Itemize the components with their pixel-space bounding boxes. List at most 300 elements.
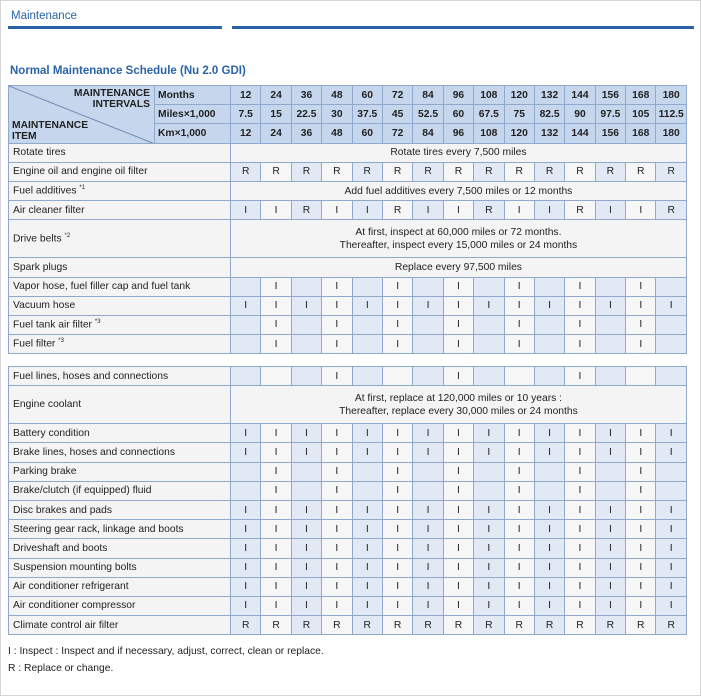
table-row [9,558,687,577]
interval-cell: I [382,520,412,539]
interval-value: 156 [595,124,625,143]
table-row [9,520,687,539]
interval-cell [291,462,321,481]
interval-cell [413,367,443,386]
table-row [9,335,687,354]
interval-cell: I [565,539,595,558]
interval-value: 144 [565,124,595,143]
interval-cell: I [322,481,352,500]
interval-cell [595,481,625,500]
item-label-header [12,120,88,142]
interval-note-line: Rotate tires every 7,500 miles [390,147,527,159]
interval-cell [656,367,686,386]
item-label [9,520,231,539]
interval-cell [231,315,261,334]
interval-note [231,181,687,200]
unit-label: Miles×1,000 [155,105,231,124]
interval-cell: I [626,558,656,577]
interval-cell: I [261,481,291,500]
interval-cell: I [322,558,352,577]
interval-cell: I [504,201,534,220]
footnote-mark: *3 [58,338,64,345]
item-label-text: Vapor hose, fuel filler cap and fuel tank [13,281,191,293]
interval-cell: I [413,443,443,462]
interval-cell: R [322,616,352,635]
interval-cell: R [626,616,656,635]
interval-cell: I [626,462,656,481]
item-label-text: Driveshaft and boots [13,542,108,554]
interval-cell: I [291,577,321,596]
table-row [9,424,687,443]
interval-cell: R [504,616,534,635]
interval-cell [474,335,504,354]
interval-cell: I [443,500,473,519]
interval-cell: R [322,162,352,181]
interval-value: 72 [382,124,412,143]
interval-note-line: Replace every 97,500 miles [394,261,522,273]
interval-cell: I [565,577,595,596]
item-label-text: Suspension mounting bolts [13,562,137,574]
interval-value: 144 [565,86,595,105]
interval-cell: R [352,162,382,181]
interval-cell: I [382,500,412,519]
interval-cell: I [382,577,412,596]
interval-cell [474,462,504,481]
interval-value: 7.5 [231,105,261,124]
interval-cell: I [626,424,656,443]
interval-value: 132 [534,86,564,105]
interval-cell: I [504,424,534,443]
interval-cell: R [656,162,686,181]
interval-cell [595,277,625,296]
interval-cell [534,277,564,296]
item-label-text: Steering gear rack, linkage and boots [13,523,184,535]
interval-cell: I [626,201,656,220]
interval-cell: R [565,201,595,220]
item-label-text: Rotate tires [13,147,66,159]
item-label-text: Fuel filter [13,338,56,350]
interval-cell: I [382,558,412,577]
item-label [9,500,231,519]
interval-cell [534,462,564,481]
item-label [9,143,231,162]
item-label [9,462,231,481]
interval-value: 45 [382,105,412,124]
interval-cell: I [261,596,291,615]
item-label-text: Engine oil and engine oil filter [13,166,148,178]
interval-cell: I [504,296,534,315]
interval-cell [413,481,443,500]
interval-cell [595,367,625,386]
interval-cell: I [352,577,382,596]
interval-cell: I [565,500,595,519]
table-row [9,277,687,296]
interval-cell: I [231,201,261,220]
interval-cell: I [291,558,321,577]
interval-value: 132 [534,124,564,143]
interval-value: 120 [504,124,534,143]
interval-cell: I [291,500,321,519]
interval-cell: I [443,315,473,334]
interval-cell: I [474,596,504,615]
interval-cell: I [231,596,261,615]
interval-cell: I [534,424,564,443]
interval-cell [352,481,382,500]
interval-cell: I [443,462,473,481]
interval-cell: I [534,296,564,315]
interval-cell: I [504,500,534,519]
interval-cell: I [595,296,625,315]
item-label [9,367,231,386]
interval-cell: I [261,443,291,462]
table-row [9,315,687,334]
interval-note [231,220,687,258]
intervals-label-line: MAINTENANCE [73,88,150,99]
interval-cell: I [504,539,534,558]
interval-cell [595,335,625,354]
interval-cell: I [413,520,443,539]
interval-cell: I [382,315,412,334]
table-row [9,162,687,181]
interval-cell: I [413,424,443,443]
item-label-text: Air conditioner refrigerant [13,581,129,593]
interval-cell: R [291,201,321,220]
table-row [9,367,687,386]
interval-cell: I [504,481,534,500]
interval-cell: I [656,296,686,315]
intervals-label [74,88,150,110]
interval-value: 22.5 [291,105,321,124]
interval-cell [231,367,261,386]
interval-cell: R [413,162,443,181]
interval-cell: I [322,201,352,220]
table-row [9,258,687,277]
interval-cell [261,367,291,386]
interval-cell: I [656,520,686,539]
interval-cell [291,315,321,334]
interval-cell: I [322,335,352,354]
interval-cell: I [382,462,412,481]
interval-cell [504,367,534,386]
item-label [9,181,231,200]
interval-cell: I [443,296,473,315]
interval-cell: I [413,201,443,220]
item-label [9,335,231,354]
interval-cell: I [595,443,625,462]
schedule-title: Normal Maintenance Schedule (Nu 2.0 GDI) [10,65,246,77]
schedule-table-part2 [8,366,687,635]
interval-cell [231,462,261,481]
interval-cell: R [474,162,504,181]
interval-cell: I [413,296,443,315]
interval-cell: I [656,424,686,443]
interval-value: 96 [443,124,473,143]
item-label [9,277,231,296]
interval-value: 60 [352,124,382,143]
interval-cell: I [261,520,291,539]
interval-cell: I [504,520,534,539]
interval-cell: I [474,539,504,558]
interval-cell: I [626,315,656,334]
interval-cell [352,315,382,334]
interval-cell: I [595,500,625,519]
interval-cell [291,335,321,354]
interval-cell: I [626,296,656,315]
interval-cell: I [322,315,352,334]
interval-cell: I [626,443,656,462]
interval-cell: I [322,520,352,539]
interval-cell [534,315,564,334]
interval-cell: I [474,558,504,577]
interval-cell: I [382,335,412,354]
interval-cell: I [413,500,443,519]
interval-cell: I [322,443,352,462]
table-row [9,539,687,558]
item-label [9,315,231,334]
item-label [9,386,231,424]
table-row [9,181,687,200]
interval-cell: R [656,616,686,635]
interval-cell: I [443,577,473,596]
interval-cell: I [534,520,564,539]
interval-value: 168 [626,86,656,105]
interval-cell: I [534,443,564,462]
item-label-text: Battery condition [13,427,90,439]
interval-cell: I [261,577,291,596]
schedule-table-part1 [8,85,687,354]
interval-cell: I [443,201,473,220]
interval-cell: I [352,596,382,615]
interval-cell: I [231,500,261,519]
interval-cell: I [595,201,625,220]
interval-cell: R [534,616,564,635]
interval-cell: R [474,201,504,220]
item-label [9,558,231,577]
interval-cell: I [322,462,352,481]
interval-cell [231,335,261,354]
item-label [9,616,231,635]
unit-label: Months [155,86,231,105]
interval-value: 156 [595,86,625,105]
interval-cell: I [626,539,656,558]
interval-cell [231,277,261,296]
interval-cell: I [382,596,412,615]
intervals-label-line: INTERVALS [92,99,150,110]
interval-cell [626,367,656,386]
interval-cell [474,315,504,334]
interval-cell [382,367,412,386]
interval-cell: I [626,481,656,500]
interval-cell: I [474,296,504,315]
interval-cell [413,335,443,354]
interval-cell: I [443,335,473,354]
interval-cell: I [565,520,595,539]
footnote-mark: *2 [64,233,71,240]
interval-value: 48 [322,124,352,143]
interval-cell [352,335,382,354]
interval-cell [656,277,686,296]
interval-cell: I [382,296,412,315]
item-label [9,481,231,500]
interval-cell: I [595,539,625,558]
item-label [9,596,231,615]
interval-cell [352,462,382,481]
interval-cell: I [231,520,261,539]
interval-cell: I [443,596,473,615]
interval-cell: I [352,539,382,558]
interval-cell: R [595,616,625,635]
interval-cell: I [534,500,564,519]
interval-cell: R [231,616,261,635]
interval-cell: I [595,520,625,539]
interval-cell: I [322,296,352,315]
interval-cell: I [352,520,382,539]
table-row [9,481,687,500]
interval-cell: I [626,500,656,519]
interval-cell: I [534,558,564,577]
interval-cell: I [261,335,291,354]
interval-cell: I [534,596,564,615]
interval-note-line: Thereafter, replace every 30,000 miles or 24 months [339,405,578,417]
item-label-text: Air cleaner filter [13,204,85,216]
item-label [9,201,231,220]
interval-cell: I [534,539,564,558]
item-label [9,424,231,443]
interval-cell: R [443,162,473,181]
item-label-header-line: MAINTENANCE [12,119,89,131]
item-label [9,162,231,181]
item-label-header-line: ITEM [12,130,37,142]
footnote-mark: *3 [94,319,101,326]
item-label-text: Climate control air filter [13,619,119,631]
table-row [9,500,687,519]
interval-cell: I [443,558,473,577]
interval-cell: R [382,162,412,181]
interval-cell: I [626,520,656,539]
interval-value: 30 [322,105,352,124]
interval-cell: I [352,424,382,443]
interval-cell: I [291,443,321,462]
interval-cell: I [382,277,412,296]
item-label [9,220,231,258]
interval-cell: I [595,424,625,443]
interval-cell: I [565,596,595,615]
interval-cell: I [595,558,625,577]
interval-cell: I [595,596,625,615]
interval-cell: I [413,539,443,558]
interval-cell: I [261,424,291,443]
interval-cell: R [261,616,291,635]
interval-cell: I [656,577,686,596]
item-label-text: Brake lines, hoses and connections [13,446,175,458]
interval-cell: I [291,520,321,539]
interval-cell: I [231,443,261,462]
legend-replace: R : Replace or change. [8,663,114,674]
interval-cell: I [261,277,291,296]
item-label [9,258,231,277]
interval-note-line: Thereafter, inspect every 15,000 miles or 24 months [339,239,578,251]
interval-cell: I [626,596,656,615]
interval-value: 180 [656,124,686,143]
interval-cell: I [504,277,534,296]
interval-cell: I [656,596,686,615]
unit-label: Km×1,000 [155,124,231,143]
interval-cell: I [352,296,382,315]
interval-value: 112.5 [656,105,686,124]
interval-value: 24 [261,124,291,143]
interval-cell: I [656,500,686,519]
table-row [9,220,687,258]
interval-cell: I [322,596,352,615]
interval-cell: R [231,162,261,181]
interval-cell: I [352,201,382,220]
interval-value: 90 [565,105,595,124]
header-corner [9,86,155,144]
interval-cell: I [231,296,261,315]
item-label-text: Air conditioner compressor [13,600,136,612]
interval-cell: I [261,315,291,334]
interval-cell: I [474,443,504,462]
item-label-text: Fuel lines, hoses and connections [13,370,169,382]
interval-cell: I [565,443,595,462]
interval-cell: I [322,577,352,596]
interval-cell: I [413,558,443,577]
interval-value: 82.5 [534,105,564,124]
table-row [9,443,687,462]
interval-value: 105 [626,105,656,124]
interval-cell: I [352,500,382,519]
interval-value: 24 [261,86,291,105]
interval-value: 108 [474,124,504,143]
interval-cell: I [504,558,534,577]
interval-cell [352,367,382,386]
interval-cell [595,462,625,481]
interval-cell: I [565,335,595,354]
interval-cell: R [474,616,504,635]
interval-cell: I [656,443,686,462]
interval-cell: I [443,539,473,558]
interval-cell: I [382,424,412,443]
interval-cell: I [413,596,443,615]
interval-cell: I [565,558,595,577]
interval-cell: R [626,162,656,181]
interval-value: 84 [413,124,443,143]
interval-note [231,386,687,424]
interval-cell: I [261,500,291,519]
interval-cell [413,277,443,296]
interval-value: 180 [656,86,686,105]
interval-cell: I [261,296,291,315]
table-row [9,596,687,615]
interval-value: 12 [231,86,261,105]
interval-cell [413,315,443,334]
interval-cell: R [413,616,443,635]
footnote-mark: *1 [79,185,86,192]
section-title: Maintenance [11,10,77,22]
table-row [9,296,687,315]
interval-cell: R [595,162,625,181]
interval-cell: I [322,500,352,519]
interval-cell: I [504,443,534,462]
interval-value: 15 [261,105,291,124]
item-label-text: Drive belts [13,233,62,245]
interval-cell: I [565,296,595,315]
item-label-text: Spark plugs [13,261,68,273]
interval-value: 72 [382,86,412,105]
interval-cell: I [291,539,321,558]
table-row [9,201,687,220]
interval-cell: I [261,539,291,558]
